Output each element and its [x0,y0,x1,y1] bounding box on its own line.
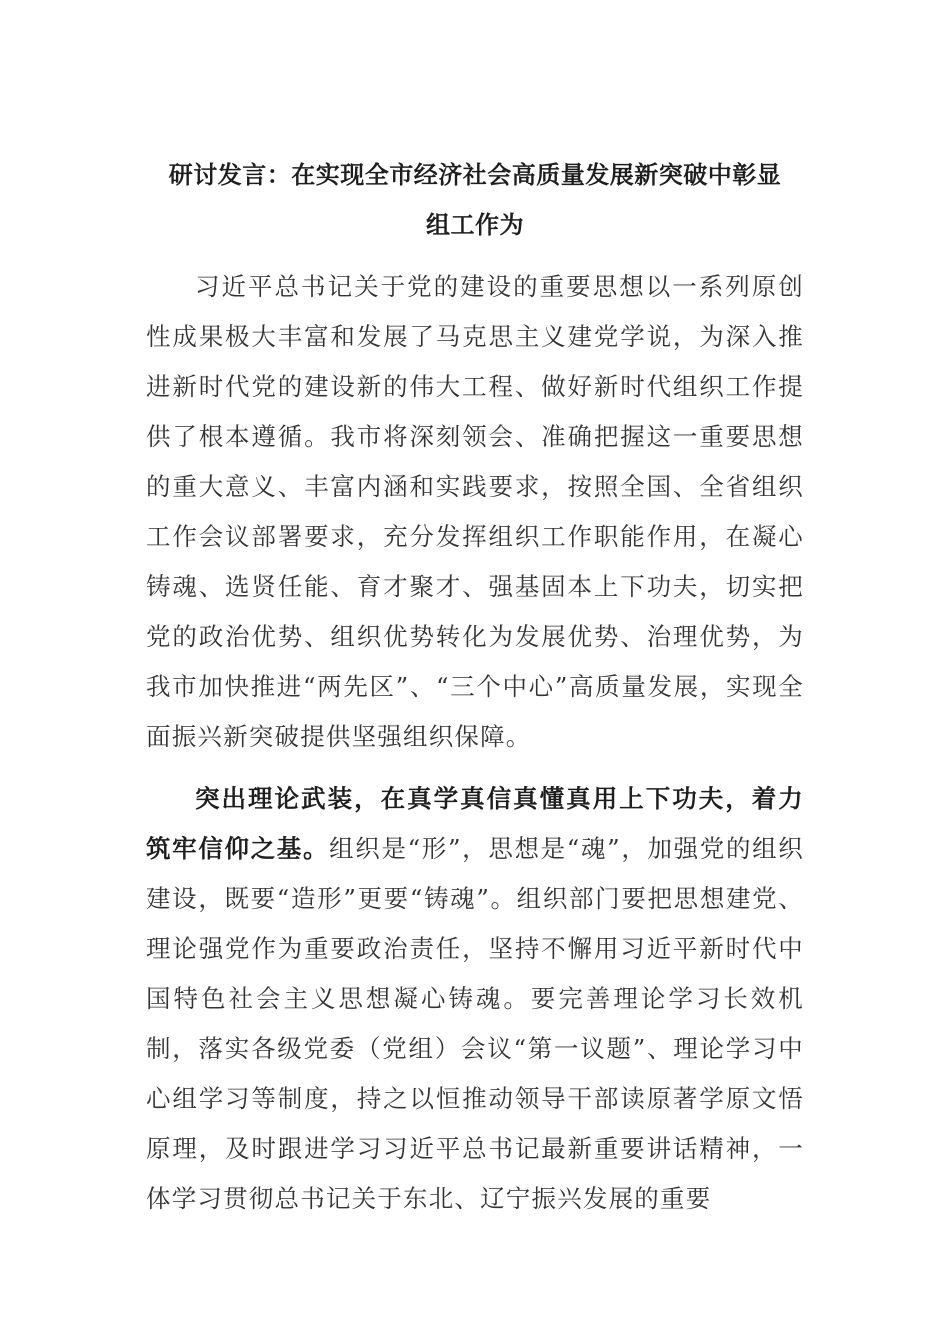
title-line-1: 研讨发言：在实现全市经济社会高质量发展新突破中彰显 [168,161,782,189]
paragraph-intro: 习近平总书记关于党的建设的重要思想以一系列原创性成果极大丰富和发展了马克思主义建党学说，为深入推进新时代党的建设新的伟大工程、做好新时代组织工作提供了根本遵循。我市将深刻领会、准确把握这一重要思想的重大意义、丰富内涵和实践要求，按照全国、全省组织工作会议部署要求，充分发挥组织工作职能作用，在凝心铸魂、选贤任能、育才聚才、强基固本上下功夫，切实把党的政治优势、组织优势转化为发展优势、治理优势，为我市加快推进“两先区”、“三个中心”高质量发展，实现全面振兴新突破提供坚强组织保障。 [146,272,804,751]
paragraph-theory [146,774,804,1224]
title-line-2: 组工作为 [426,211,524,239]
paragraph-lead-heading: 突出理论武装，在真学真信真懂真用上下功夫，着力筑牢信仰之基。 [146,784,804,863]
document-body [146,150,804,1224]
document-title [146,150,804,250]
paragraph-body-text: 组织是“形”，思想是“魂”，加强党的组织建设，既要“造形”更要“铸魂”。组织部门要把思想建党、理论强党作为重要政治责任，坚持不懈用习近平新时代中国特色社会主义思想凝心铸魂。要完善理论学习长效机制，落实各级党委（党组）会议“第一议题”、理论学习中心组学习等制度，持之以恒推动领导干部读原著学原文悟原理，及时跟进学习习近平总书记最新重要讲话精神，一体学习贯彻总书记关于东北、辽宁振兴发展的重要 [146,834,804,1213]
